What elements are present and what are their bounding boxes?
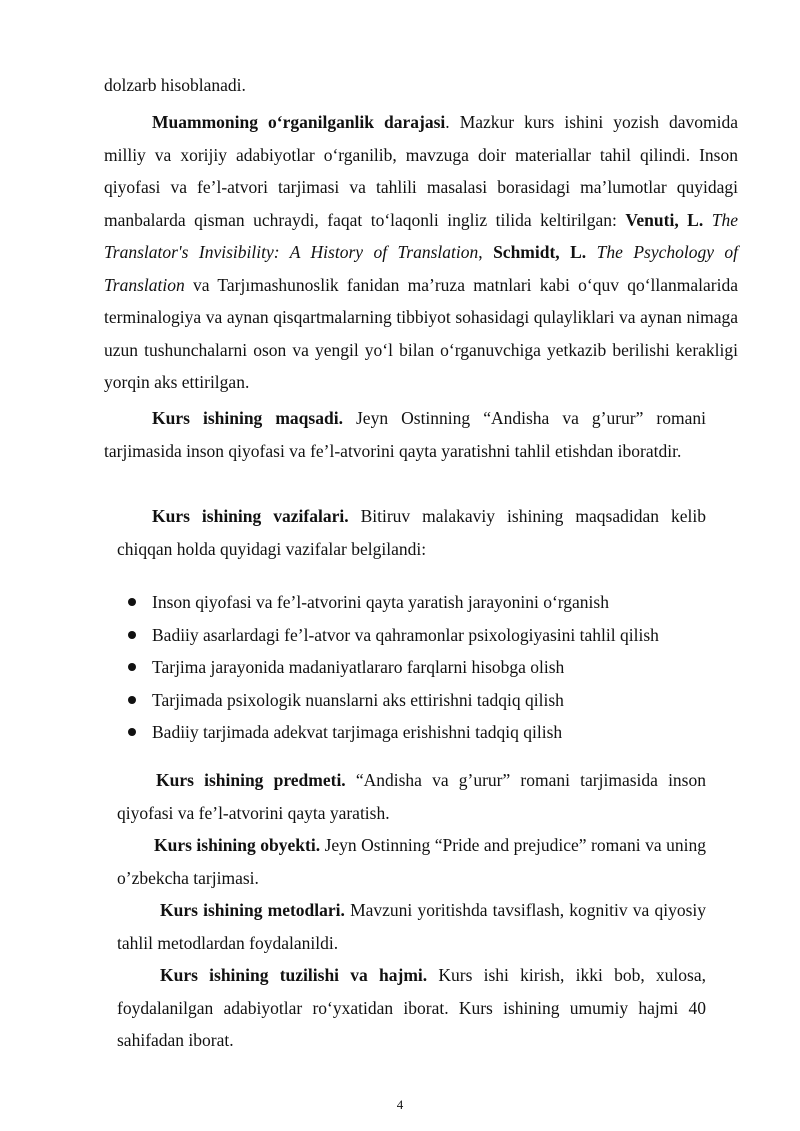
bullet-icon: [128, 663, 136, 671]
page-number: 4: [396, 1097, 404, 1112]
paragraph-text: ,: [478, 242, 494, 262]
bullet-icon: [128, 728, 136, 736]
paragraph-heading: Kurs ishining vazifalari.: [152, 506, 349, 526]
paragraph-text: Kurs ishi kirish, ikki bob, xulosa, foydalanilgan adabiyotlar ro‘yxatidan iborat. Kurs ishining umumiy hajmi 40 sahifadan iborat.: [117, 965, 706, 1050]
paragraph-goal: [104, 402, 706, 467]
paragraph-research-degree: [104, 106, 738, 399]
paragraph-heading: Muammoning o‘rganilganlik darajasi: [152, 112, 446, 132]
list-item: [128, 684, 708, 717]
paragraph-methods: [117, 894, 706, 959]
paragraph-subject: [117, 764, 706, 829]
list-item: [128, 651, 708, 684]
author-venuti: Venuti, L.: [625, 209, 704, 230]
paragraph-text: “Andisha va g’urur” romani tarjimasida inson qiyofasi va fe’l-atvorini qayta yaratish.: [117, 770, 706, 823]
bullet-icon: [128, 598, 136, 606]
bullet-icon: [128, 696, 136, 704]
list-item: [128, 586, 708, 619]
paragraph-text: dolzarb hisoblanadi.: [104, 75, 246, 95]
paragraph-heading: Kurs ishining obyekti.: [154, 835, 321, 855]
paragraph-heading: Kurs ishining tuzilishi va hajmi.: [160, 965, 428, 985]
list-item-text: Tarjimada psixologik nuanslarni aks ettirishni tadqiq qilish: [152, 689, 564, 710]
paragraph-text: . Mazkur kurs ishini yozish davomida milliy va xorijiy adabiyotlar o‘rganilib, mavzuga doir materiallar tahil qilindi. Inson qiyofasi va fe’l-atvori tarjimasi va tahlili masalasi borasidagi ma’lumotlar quyidagi manbalarda qisman uchraydi, faqat to‘laqonli ingliz tilida keltirilgan:: [104, 112, 738, 230]
paragraph-text: Bitiruv malakaviy ishining maqsadidan kelib chiqqan holda quyidagi vazifalar belgilandi:: [117, 506, 706, 559]
author-schmidt: Schmidt, L.: [493, 242, 587, 262]
paragraph-structure: [117, 959, 706, 1057]
paragraph-text: Jeyn Ostinning “Andisha va g’urur” romani tarjimasida inson qiyofasi va fe’l-atvorini qayta yaratishni tahlil etishdan iboratdir.: [104, 408, 707, 461]
tasks-list: [128, 586, 708, 749]
book-title-venuti: The Translator's Invisibility: A History of Translation: [104, 209, 738, 262]
list-item-text: Badiiy asarlardagi fe’l-atvor va qahramonlar psixologiyasini tahlil qilish: [152, 624, 659, 645]
paragraph-intro-end: [104, 69, 738, 102]
bullet-icon: [128, 631, 136, 639]
book-title-schmidt: The Psychology of Translation: [104, 242, 739, 295]
paragraph-tasks: [117, 500, 706, 565]
list-item-text: Inson qiyofasi va fe’l-atvorini qayta yaratish jarayonini o‘rganish: [152, 592, 609, 612]
list-item: [128, 619, 708, 652]
paragraph-heading: Kurs ishining maqsadi.: [152, 408, 343, 428]
paragraph-text: Jeyn Ostinning “Pride and prejudice” romani va uning o’zbekcha tarjimasi.: [117, 835, 706, 888]
paragraph-text: Mavzuni yoritishda tavsiflash, kognitiv va qiyosiy tahlil metodlardan foydalanildi.: [117, 900, 707, 953]
list-item-text: Badiiy tarjimada adekvat tarjimaga erishishni tadqiq qilish: [152, 722, 563, 742]
paragraph-heading: Kurs ishining metodlari.: [160, 900, 345, 920]
list-item: [128, 716, 708, 749]
paragraph-heading: Kurs ishining predmeti.: [156, 770, 346, 790]
list-item-text: Tarjima jarayonida madaniyatlararo farqlarni hisobga olish: [152, 657, 565, 677]
paragraph-text: va Tarjımashunoslik fanidan ma’ruza matnlari kabi o‘quv qo‘llanmalarida terminalogiya va aynan qisqartmalarning tibbiyot sohasidagi qulayliklari va aynan nimaga uzun tushunchalarni oson va yengil yo‘l bilan o‘rganuvchiga yetkazib berilishi kerakligi yorqin aks ettirilgan.: [104, 274, 738, 392]
paragraph-object: [117, 829, 706, 894]
